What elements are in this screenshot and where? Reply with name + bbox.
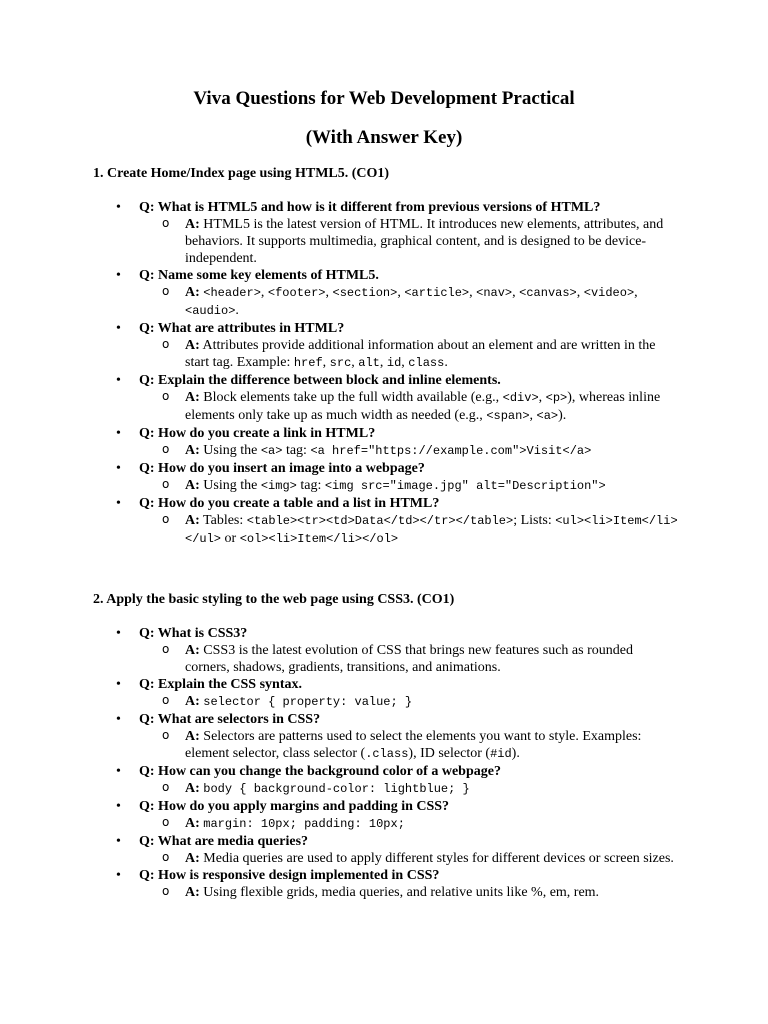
question-item <box>0 372 768 425</box>
code-snippet: <nav> <box>476 286 513 300</box>
answer-body: Using the <box>199 478 261 493</box>
question-text: • Q: How do you create a table and a list in HTML? <box>0 495 768 512</box>
answer-body: tag: <box>282 443 311 458</box>
answer-body: , <box>512 285 520 300</box>
answer-body: HTML5 is the latest version of HTML. It introduces new elements, attributes, and behaviors. It supports multimedia, graphical content, and is designed to be device-independent. <box>185 217 664 266</box>
question-text: • Q: Name some key elements of HTML5. <box>0 267 768 284</box>
section-heading: 2. Apply the basic styling to the web page using CSS3. (CO1) <box>93 592 455 607</box>
answer-body: Selectors are patterns used to select the elements you want to style. Examples: element selector, class selector ( <box>185 729 642 761</box>
answer-label: A: <box>185 443 200 458</box>
answer-label: A: <box>185 338 200 353</box>
code-snippet: <ul><li>Item</li></ul> <box>185 514 678 546</box>
code-snippet: .class <box>365 747 409 761</box>
answer-body: ), whereas inline elements only take up as much width as needed (e.g., <box>185 390 661 423</box>
answer-body: , <box>397 285 405 300</box>
answer-body: ). <box>558 408 567 423</box>
question-item <box>0 798 768 833</box>
code-snippet: <a href="https://example.com">Visit</a> <box>310 444 592 458</box>
answer-body: CSS3 is the latest evolution of CSS that brings new features such as rounded corners, shadows, gradients, transitions, and animations. <box>185 643 633 675</box>
question-item <box>0 495 768 548</box>
question-text: • Q: How is responsive design implemented in CSS? <box>0 867 768 884</box>
code-snippet: <a> <box>260 444 283 458</box>
question-list <box>0 625 768 901</box>
question-text: • Q: Explain the CSS syntax. <box>0 676 768 693</box>
question-item <box>0 199 768 267</box>
code-snippet: <p> <box>545 391 568 405</box>
page-title: Viva Questions for Web Development Practical <box>193 88 575 109</box>
code-snippet: <video> <box>583 286 635 300</box>
answer-text <box>185 728 678 763</box>
answer-body: Tables: <box>199 513 247 528</box>
answer-label: A: <box>185 851 200 866</box>
answer-body: , <box>469 285 477 300</box>
answer-body: tag: <box>296 478 325 493</box>
answer-body: , <box>538 390 546 405</box>
answer-body: , <box>529 408 537 423</box>
answer-body: , <box>351 355 359 370</box>
question-text: • Q: What is HTML5 and how is it different from previous versions of HTML? <box>0 199 768 216</box>
answer-body: . <box>235 303 239 318</box>
answer-body: , <box>260 285 268 300</box>
code-snippet: <img> <box>260 479 297 493</box>
code-snippet: id <box>386 356 402 370</box>
answer-body: , <box>325 285 333 300</box>
question-item <box>0 267 768 320</box>
answer-body: Attributes provide additional information about an element and are written in the start tag. Example: <box>185 338 656 370</box>
code-snippet: <img src="image.jpg" alt="Description"> <box>324 479 606 493</box>
code-snippet: <article> <box>404 286 470 300</box>
section-heading: 1. Create Home/Index page using HTML5. (CO1) <box>93 166 390 181</box>
answer-text <box>185 850 678 867</box>
code-snippet: margin: 10px; padding: 10px; <box>203 817 405 831</box>
answer-label: A: <box>185 285 200 300</box>
answer-body: , <box>576 285 584 300</box>
code-snippet: body { background-color: lightblue; } <box>203 782 470 796</box>
question-text: • Q: What are media queries? <box>0 833 768 850</box>
code-snippet: <ol><li>Item</li></ol> <box>239 532 399 546</box>
code-snippet: alt <box>358 356 380 370</box>
page-subtitle: (With Answer Key) <box>305 127 463 148</box>
answer-body: Using the <box>199 443 261 458</box>
code-snippet: src <box>329 356 352 370</box>
code-snippet: <header> <box>203 286 261 300</box>
answer-label: A: <box>185 390 200 405</box>
answer-label: A: <box>185 513 200 528</box>
answer-body: . <box>444 355 448 370</box>
question-item <box>0 833 768 867</box>
answer-text <box>185 780 678 798</box>
question-text: • Q: What are selectors in CSS? <box>0 711 768 728</box>
answer-body: , <box>379 355 387 370</box>
answer-text <box>185 815 678 833</box>
question-item <box>0 625 768 676</box>
question-text: • Q: What are attributes in HTML? <box>0 320 768 337</box>
answer-body: , <box>322 355 330 370</box>
code-snippet: <section> <box>332 286 398 300</box>
answer-body: , <box>634 285 638 300</box>
code-snippet: <a> <box>536 409 559 423</box>
question-item <box>0 460 768 495</box>
answer-text <box>185 693 678 711</box>
code-snippet: class <box>408 356 445 370</box>
code-snippet: <table><tr><td>Data</td></tr></table> <box>246 514 514 528</box>
question-list <box>0 199 768 548</box>
code-snippet: <canvas> <box>519 286 577 300</box>
question-text: • Q: How can you change the background color of a webpage? <box>0 763 768 780</box>
question-text: • Q: Explain the difference between block and inline elements. <box>0 372 768 389</box>
question-item <box>0 425 768 460</box>
answer-body: Block elements take up the full width available (e.g., <box>199 390 503 405</box>
answer-label: A: <box>185 217 200 232</box>
code-snippet: selector { property: value; } <box>203 695 413 709</box>
code-snippet: href <box>293 356 323 370</box>
question-item <box>0 676 768 711</box>
answer-text <box>185 512 678 548</box>
question-item <box>0 711 768 763</box>
code-snippet: <footer> <box>267 286 326 300</box>
question-text: • Q: What is CSS3? <box>0 625 768 642</box>
question-item <box>0 867 768 901</box>
question-item <box>0 320 768 372</box>
code-snippet: <audio> <box>185 304 236 318</box>
answer-label: A: <box>185 816 200 831</box>
question-text: • Q: How do you apply margins and padding in CSS? <box>0 798 768 815</box>
answer-label: A: <box>185 729 200 744</box>
answer-body: Using flexible grids, media queries, and relative units like %, em, rem. <box>199 885 600 900</box>
answer-text <box>185 389 678 425</box>
answer-body: ; Lists: <box>513 513 556 528</box>
answer-text <box>185 216 678 267</box>
answer-label: A: <box>185 781 200 796</box>
answer-text <box>185 284 678 320</box>
answer-body: Media queries are used to apply different styles for different devices or screen sizes. <box>199 851 674 866</box>
question-text: • Q: How do you create a link in HTML? <box>0 425 768 442</box>
code-snippet: <span> <box>486 409 530 423</box>
answer-body: , <box>401 355 409 370</box>
answer-body: ). <box>511 746 520 761</box>
answer-body: ), ID selector ( <box>408 746 491 761</box>
answer-text <box>185 642 678 676</box>
answer-label: A: <box>185 694 200 709</box>
answer-text <box>185 337 678 372</box>
answer-text <box>185 442 678 460</box>
code-snippet: #id <box>490 747 512 761</box>
answer-text <box>185 477 678 495</box>
question-item <box>0 763 768 798</box>
answer-label: A: <box>185 643 200 658</box>
answer-label: A: <box>185 478 200 493</box>
answer-label: A: <box>185 885 200 900</box>
answer-text <box>185 884 678 901</box>
question-text: • Q: How do you insert an image into a webpage? <box>0 460 768 477</box>
code-snippet: <div> <box>502 391 539 405</box>
answer-body: or <box>221 531 240 546</box>
